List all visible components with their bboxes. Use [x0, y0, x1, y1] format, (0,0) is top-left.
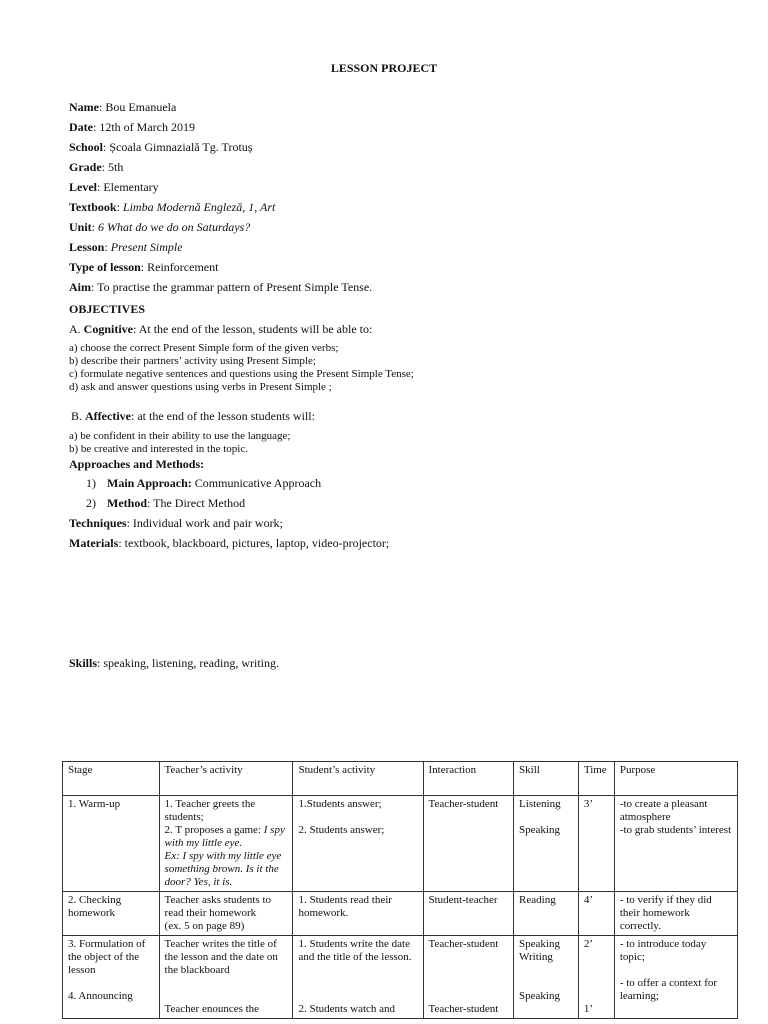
list-item [86, 496, 321, 516]
purpose-cell [614, 796, 737, 892]
spacer [298, 811, 417, 824]
cell-text: Speaking [519, 824, 560, 836]
column-header: Interaction [423, 762, 514, 796]
spacer [429, 990, 509, 1003]
skills-line [69, 656, 279, 671]
list-item: b) be creative and interested in the topic. [69, 443, 248, 455]
spacer [429, 977, 509, 990]
cell-text: 1’ [583, 1003, 594, 1015]
spacer [429, 964, 509, 977]
page-title: LESSON PROJECT [330, 61, 438, 75]
field-label: School [69, 140, 104, 154]
field-label: Aim [69, 280, 91, 294]
list-value: Communicative Approach [191, 476, 322, 490]
cell-text: Speaking [519, 990, 560, 1002]
lesson-stages-table [62, 761, 738, 1019]
column-header: Teacher’s activity [159, 762, 293, 796]
field-label: Lesson [69, 240, 105, 254]
cell-text: 1. Warm-up [68, 798, 121, 810]
cell-text: 3’ [583, 798, 594, 810]
cell-text-plain: 2. T proposes a game: [164, 824, 264, 836]
skill-cell [514, 892, 579, 936]
teacher-activity-cell [159, 892, 293, 936]
field-value: Școala Gimnazială Tg. Trotuș [109, 140, 253, 154]
cell-text: 4’ [583, 894, 594, 906]
cell-text: - to verify if they did their homework correctly. [619, 894, 712, 932]
affective-objective-line [71, 409, 315, 424]
table-header-row [63, 762, 738, 796]
interaction-cell [423, 892, 514, 936]
list-item: a) choose the correct Present Simple form of the given verbs; [69, 342, 339, 354]
field-value: Reinforcement [147, 260, 219, 274]
list-item: c) formulate negative sentences and questions using the Present Simple Tense; [69, 368, 414, 380]
field-value: 5th [108, 160, 124, 174]
field-label: Type of lesson [69, 260, 141, 274]
field-label: Date [69, 120, 93, 134]
spacer [298, 964, 417, 977]
table-row [63, 892, 738, 936]
field-type-of-lesson: Type of lesson: Reinforcement [69, 260, 219, 274]
skills-value: : speaking, listening, reading, writing. [97, 656, 279, 670]
list-value: : The Direct Method [147, 496, 246, 510]
column-header: Purpose [614, 762, 737, 796]
skill-cell [514, 936, 579, 1019]
cognitive-text: : At the end of the lesson, students will be able to: [133, 322, 373, 336]
cell-text: Ex: I spy with my little eye something brown. Is it the door? Yes, it is. [164, 850, 282, 888]
spacer [298, 990, 417, 1003]
list-item: d) ask and answer questions using verbs in Present Simple ; [69, 381, 332, 393]
field-value: Limba Modernă Engleză, 1, Art [122, 200, 276, 214]
stage-cell [63, 796, 160, 892]
cell-text: Writing [519, 951, 553, 963]
cell-text: 3. Formulation of the object of the lesson [68, 938, 146, 976]
techniques-line [69, 516, 283, 531]
cell-text: Teacher-student [428, 798, 499, 810]
list-item: a) be confident in their ability to use the language; [69, 430, 291, 442]
field-value: 12th of March 2019 [99, 120, 195, 134]
field-date: Date: 12th of March 2019 [69, 120, 195, 134]
cell-text: - to offer a context for learning; [619, 977, 718, 1002]
cell-text: Teacher-student [428, 938, 499, 950]
objectives-heading: OBJECTIVES [69, 302, 146, 316]
affective-objectives-list [69, 430, 290, 456]
techniques-label: Techniques [69, 516, 127, 530]
list-item: b) describe their partners’ activity using Present Simple; [69, 355, 316, 367]
cell-text: 1. Students write the date and the title of the lesson. [298, 938, 412, 963]
list-number: 1) [86, 476, 96, 490]
field-unit: Unit: 6 What do we do on Saturdays? [69, 220, 251, 234]
table-row [63, 796, 738, 892]
approaches-list [86, 476, 321, 516]
cell-text: 2’ [583, 938, 594, 950]
field-label: Level [69, 180, 97, 194]
cell-text: -to create a pleasant atmosphere [619, 798, 708, 823]
cell-text: 1. Students read their homework. [298, 894, 392, 919]
list-item [86, 476, 321, 496]
column-header: Student’s activity [293, 762, 423, 796]
spacer [519, 977, 573, 990]
cognitive-prefix: A. [69, 322, 84, 336]
cell-text: 2. Checking homework [68, 894, 122, 919]
materials-label: Materials [69, 536, 119, 550]
spacer [519, 811, 573, 824]
field-value: Elementary [103, 180, 159, 194]
approaches-heading: Approaches and Methods: [69, 457, 205, 471]
materials-value: : textbook, blackboard, pictures, laptop, video-projector; [118, 536, 390, 550]
field-grade: Grade: 5th [69, 160, 124, 174]
spacer [584, 990, 609, 1003]
cell-text [165, 824, 288, 850]
student-activity-cell [293, 936, 423, 1019]
field-label: Grade [69, 160, 102, 174]
interaction-cell [423, 796, 514, 892]
cell-text: Teacher-student [428, 1003, 499, 1015]
list-label: Method [107, 496, 147, 510]
field-lesson: Lesson: Present Simple [69, 240, 183, 254]
cell-text: 1.Students answer; [298, 798, 382, 810]
purpose-cell [614, 892, 737, 936]
cell-text: 4. Announcing [68, 990, 133, 1002]
time-cell [578, 796, 614, 892]
spacer [298, 977, 417, 990]
list-number: 2) [86, 496, 96, 510]
skills-label: Skills [69, 656, 98, 670]
cell-text: 1. Teacher greets the students; [164, 798, 256, 823]
purpose-cell [614, 936, 737, 1019]
lesson-info-fields [69, 100, 729, 300]
affective-prefix: B. [71, 409, 86, 423]
spacer [68, 977, 154, 990]
field-level: Level: Elementary [69, 180, 159, 194]
cognitive-objectives-list [69, 342, 414, 394]
field-school: School: Școala Gimnazială Tg. Trotuș [69, 140, 253, 154]
spacer [165, 990, 288, 1003]
cognitive-objective-line [69, 322, 372, 337]
cell-text: 2. Students watch and [298, 1003, 396, 1015]
cell-text: Reading [519, 894, 556, 906]
skill-cell [514, 796, 579, 892]
cell-text: Student-teacher [428, 894, 498, 906]
stage-cell [63, 892, 160, 936]
list-label: Main Approach: [107, 476, 192, 490]
field-label: Name [69, 100, 99, 114]
field-value: Bou Emanuela [105, 100, 177, 114]
cell-text: Teacher writes the title of the lesson and the date on the blackboard [164, 938, 278, 976]
spacer [584, 964, 609, 977]
spacer [429, 951, 509, 964]
spacer [584, 977, 609, 990]
cell-text-italic: I spy with my little eye. [164, 824, 285, 849]
interaction-cell [423, 936, 514, 1019]
table-row [63, 936, 738, 1019]
field-name: Name: Bou Emanuela [69, 100, 177, 114]
materials-line [69, 536, 389, 551]
student-activity-cell [293, 796, 423, 892]
field-value: To practise the grammar pattern of Present Simple Tense. [97, 280, 373, 294]
time-cell [578, 936, 614, 1019]
teacher-activity-cell [159, 796, 293, 892]
spacer [519, 964, 573, 977]
affective-label: Affective [85, 409, 131, 423]
time-cell [578, 892, 614, 936]
field-value: Present Simple [110, 240, 183, 254]
stage-cell [63, 936, 160, 1019]
cell-text: -to grab students’ interest [619, 824, 732, 836]
cell-text: - to introduce today topic; [619, 938, 707, 963]
column-header: Stage [63, 762, 160, 796]
field-label: Textbook [69, 200, 117, 214]
cell-text: Speaking [519, 938, 560, 950]
techniques-value: : Individual work and pair work; [126, 516, 283, 530]
field-value: 6 What do we do on Saturdays? [98, 220, 251, 234]
field-aim: Aim: To practise the grammar pattern of Present Simple Tense. [69, 280, 373, 294]
column-header: Time [578, 762, 614, 796]
spacer [165, 977, 288, 990]
teacher-activity-cell [159, 936, 293, 1019]
field-label: Unit [69, 220, 92, 234]
cell-text: (ex. 5 on page 89) [164, 920, 245, 932]
cognitive-label: Cognitive [83, 322, 134, 336]
cell-text: 2. Students answer; [298, 824, 385, 836]
cell-text: Teacher enounces the [164, 1003, 260, 1015]
field-textbook: Textbook: Limba Modernă Engleză, 1, Art [69, 200, 276, 214]
column-header: Skill [514, 762, 579, 796]
student-activity-cell [293, 892, 423, 936]
spacer [620, 964, 732, 977]
cell-text: Teacher asks students to read their homework [164, 894, 271, 919]
spacer [584, 951, 609, 964]
cell-text: Listening [519, 798, 561, 810]
affective-text: : at the end of the lesson students will: [130, 409, 315, 423]
